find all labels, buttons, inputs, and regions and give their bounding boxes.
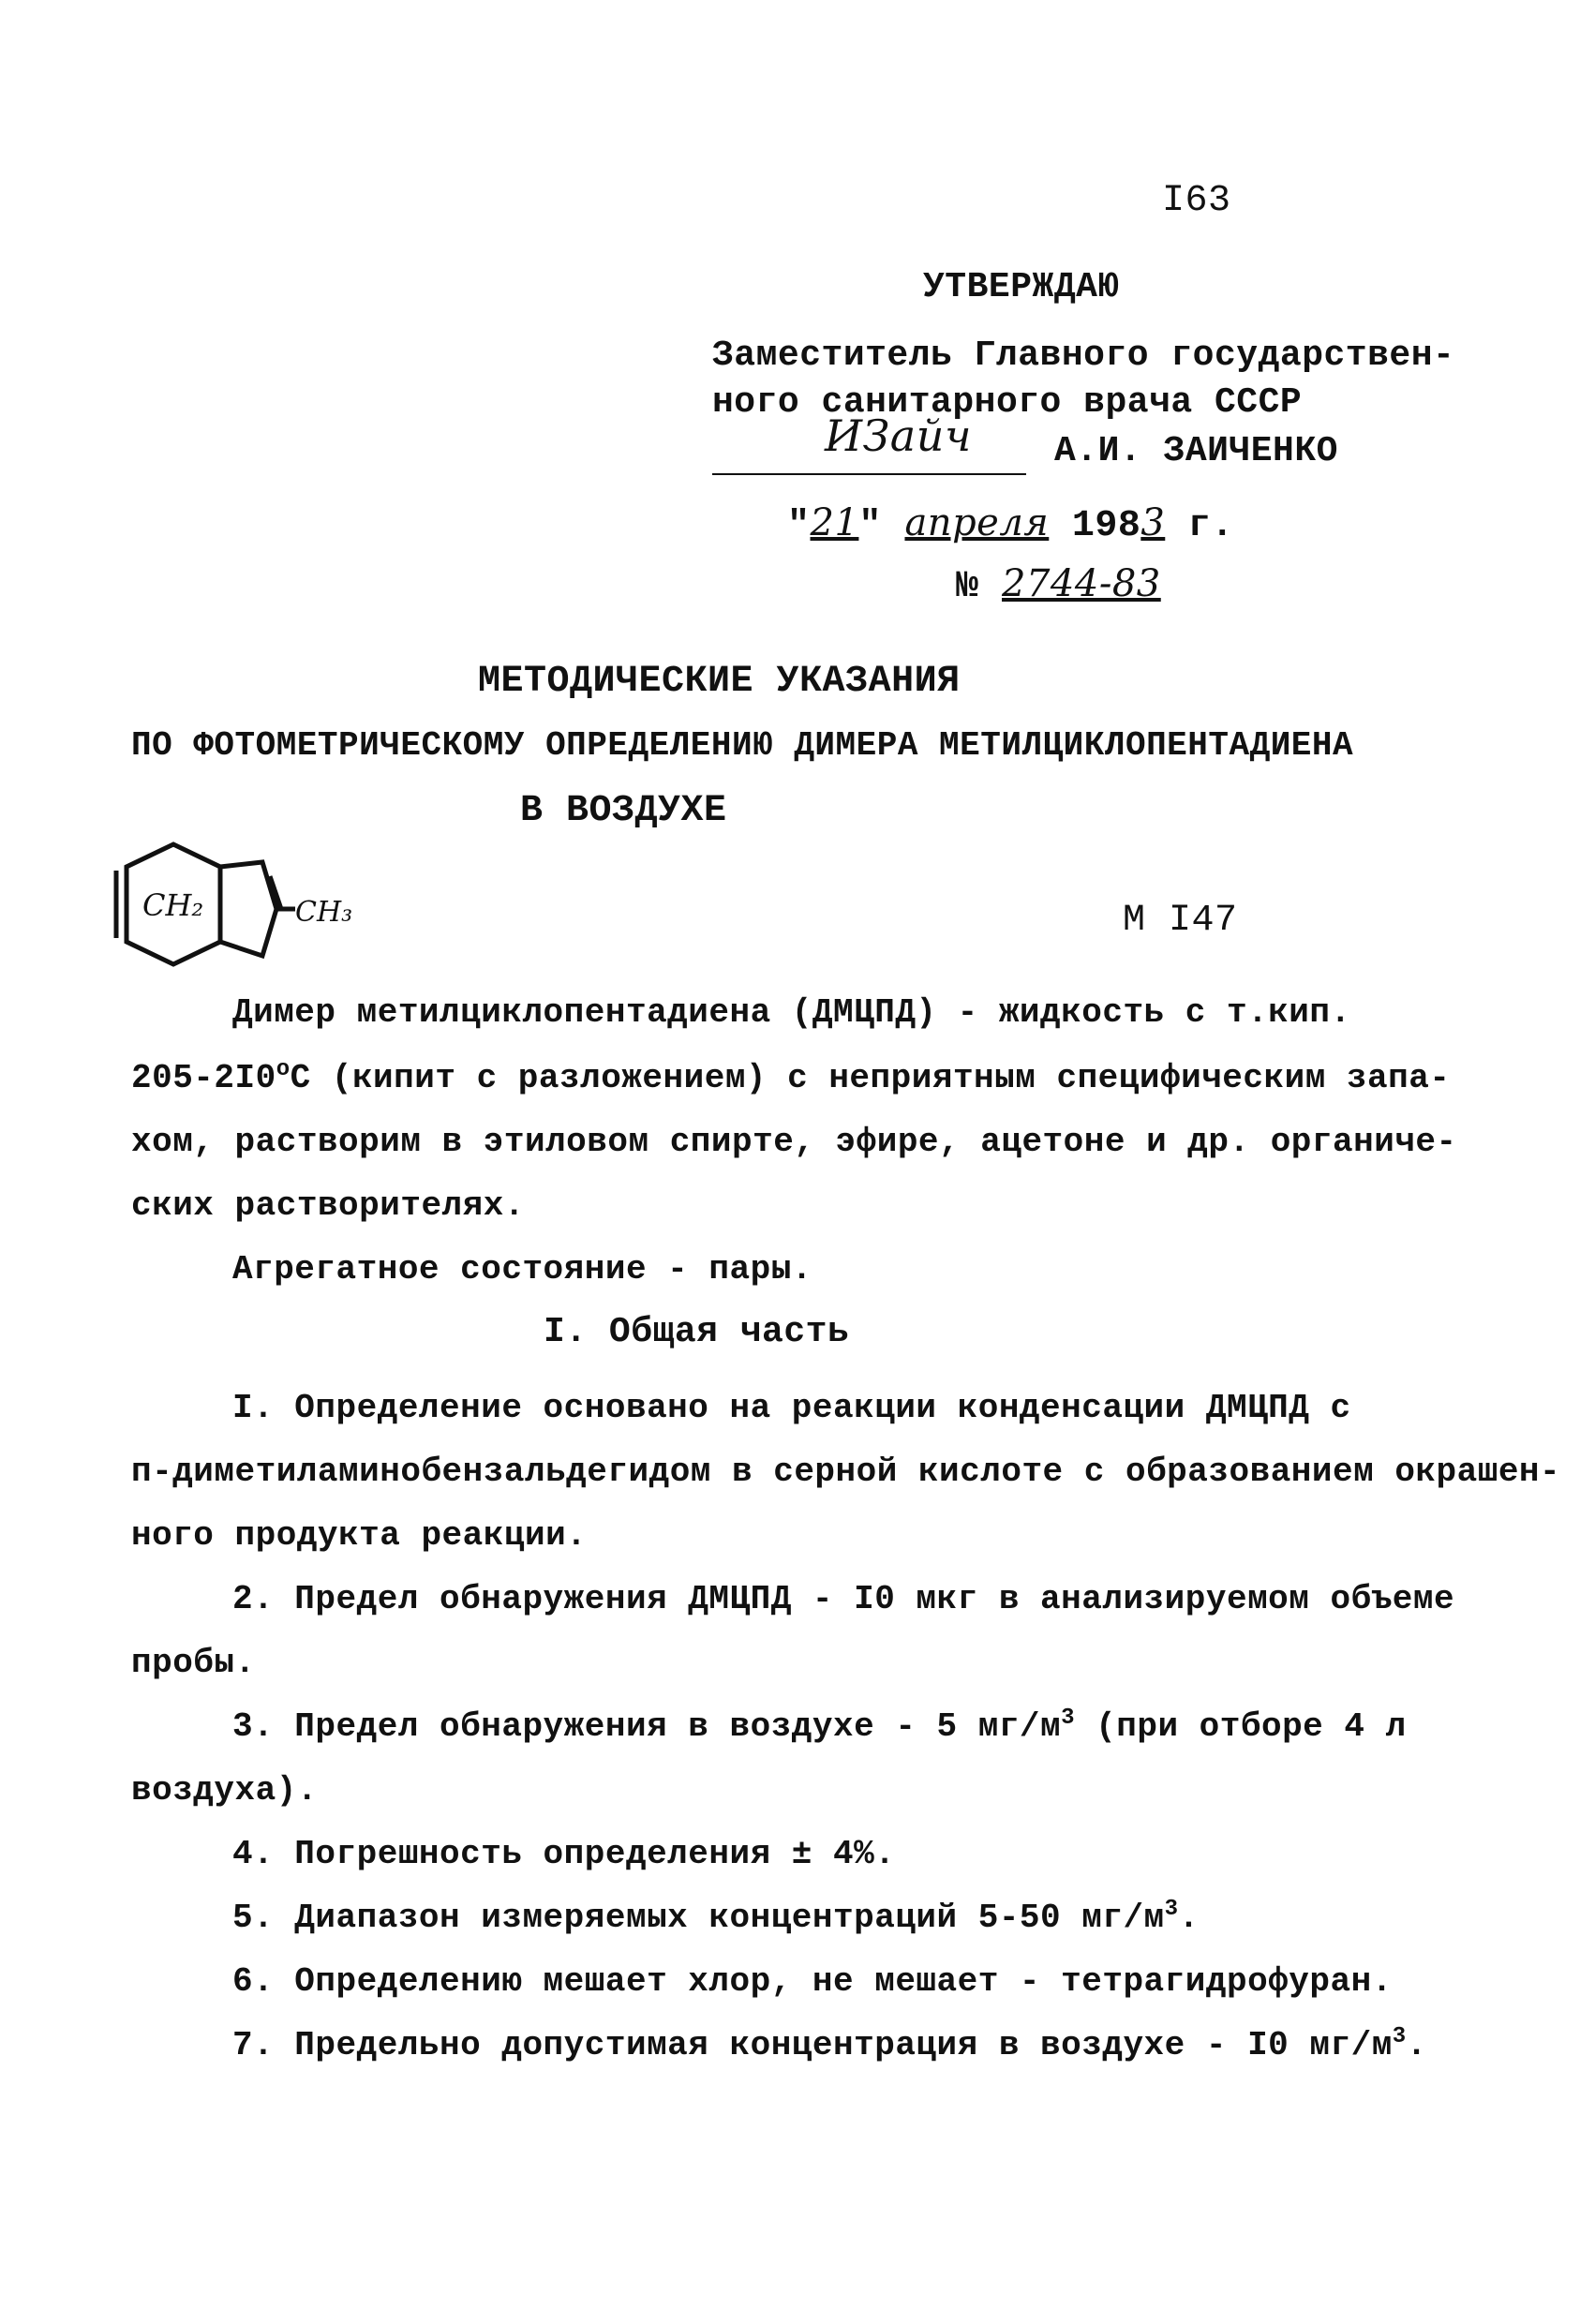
item-3-pre: 3. Предел обнаружения в воздухе - 5 мг/м bbox=[232, 1707, 1062, 1746]
date-day: 21 bbox=[810, 501, 859, 544]
page-number: I63 bbox=[1162, 180, 1231, 222]
item-2-line2: пробы. bbox=[131, 1644, 256, 1682]
item-5-superscript: 3 bbox=[1164, 1897, 1179, 1922]
intro-line4: ских растворителях. bbox=[131, 1186, 525, 1225]
item-5-pre: 5. Диапазон измеряемых концентраций 5-50 мг/м bbox=[232, 1899, 1165, 1937]
intro-line2-pre: 205-2I0 bbox=[131, 1059, 276, 1097]
aggregate-state: Агрегатное состояние - пары. bbox=[232, 1250, 812, 1289]
intro-line1: Димер метилциклопентадиена (ДМЦПД) - жидкость с т.кип. bbox=[232, 993, 1351, 1032]
date-month: апреля bbox=[904, 501, 1050, 544]
item-2-line1: 2. Предел обнаружения ДМЦПД - I0 мкг в анализируемом объеме bbox=[232, 1580, 1455, 1618]
item-6: 6. Определению мешает хлор, не мешает - тетрагидрофуран. bbox=[232, 1962, 1393, 2001]
section-heading: I. Общая часть bbox=[544, 1312, 850, 1352]
formula-ch3-label: CH₃ bbox=[295, 896, 353, 929]
registration-number bbox=[956, 562, 1161, 608]
approval-heading: УТВЕРЖДАЮ bbox=[923, 267, 1120, 307]
date-quote-open: " bbox=[787, 505, 811, 547]
item-7 bbox=[232, 2026, 1427, 2064]
date-year-prefix: 198 bbox=[1071, 505, 1141, 547]
approver-position-line2: ного санитарного врача СССР bbox=[712, 382, 1303, 423]
degree-sign: o bbox=[276, 1057, 291, 1082]
method-code: М I47 bbox=[1123, 900, 1238, 942]
structural-formula bbox=[103, 839, 375, 989]
registration-prefix: № bbox=[956, 566, 979, 608]
item-3-line1 bbox=[232, 1707, 1407, 1746]
item-7-post: . bbox=[1406, 2026, 1427, 2064]
document-subtitle-line1: ПО ФОТОМЕТРИЧЕСКОМУ ОПРЕДЕЛЕНИЮ ДИМЕРА МЕТИЛЦИКЛОПЕНТАДИЕНА bbox=[131, 726, 1354, 765]
item-3-line2: воздуха). bbox=[131, 1771, 318, 1810]
date-year-digit: 3 bbox=[1140, 501, 1166, 544]
intro-line3: хом, растворим в этиловом спирте, эфире, ацетоне и др. органиче- bbox=[131, 1123, 1457, 1161]
item-1-line1: I. Определение основано на реакции конденсации ДМЦПД с bbox=[232, 1389, 1351, 1427]
document-subtitle-line2: В ВОЗДУХЕ bbox=[520, 790, 727, 832]
item-5 bbox=[232, 1899, 1200, 1937]
handwritten-signature: ИЗайч bbox=[825, 410, 972, 461]
approver-name: А.И. ЗАИЧЕНКО bbox=[1054, 431, 1338, 471]
date-year-suffix: г. bbox=[1165, 505, 1234, 547]
document-title: МЕТОДИЧЕСКИЕ УКАЗАНИЯ bbox=[478, 661, 961, 703]
intro-line2-post: С (кипит с разложением) с неприятным специфическим запа- bbox=[290, 1059, 1451, 1097]
item-5-post: . bbox=[1178, 1899, 1200, 1937]
date-quote-close: " bbox=[858, 505, 882, 547]
item-1-line2: п-диметиламинобензальдегидом в серной кислоте с образованием окрашен- bbox=[131, 1452, 1561, 1491]
item-7-pre: 7. Предельно допустимая концентрация в воздухе - I0 мг/м bbox=[232, 2026, 1393, 2064]
signature-line bbox=[712, 473, 1026, 475]
item-4: 4. Погрешность определения ± 4%. bbox=[232, 1835, 896, 1873]
registration-value: 2744-83 bbox=[1002, 562, 1161, 605]
pentagon-ring bbox=[220, 862, 276, 956]
item-1-line3: ного продукта реакции. bbox=[131, 1516, 588, 1555]
approver-position-line1: Заместитель Главного государствен- bbox=[712, 335, 1455, 376]
intro-line2 bbox=[131, 1059, 1450, 1097]
item-7-superscript: 3 bbox=[1392, 2024, 1407, 2049]
formula-ch2-label: CH₂ bbox=[142, 887, 204, 923]
approval-date bbox=[787, 501, 1234, 547]
item-3-post: (при отборе 4 л bbox=[1075, 1707, 1407, 1746]
item-3-superscript: 3 bbox=[1061, 1706, 1076, 1731]
